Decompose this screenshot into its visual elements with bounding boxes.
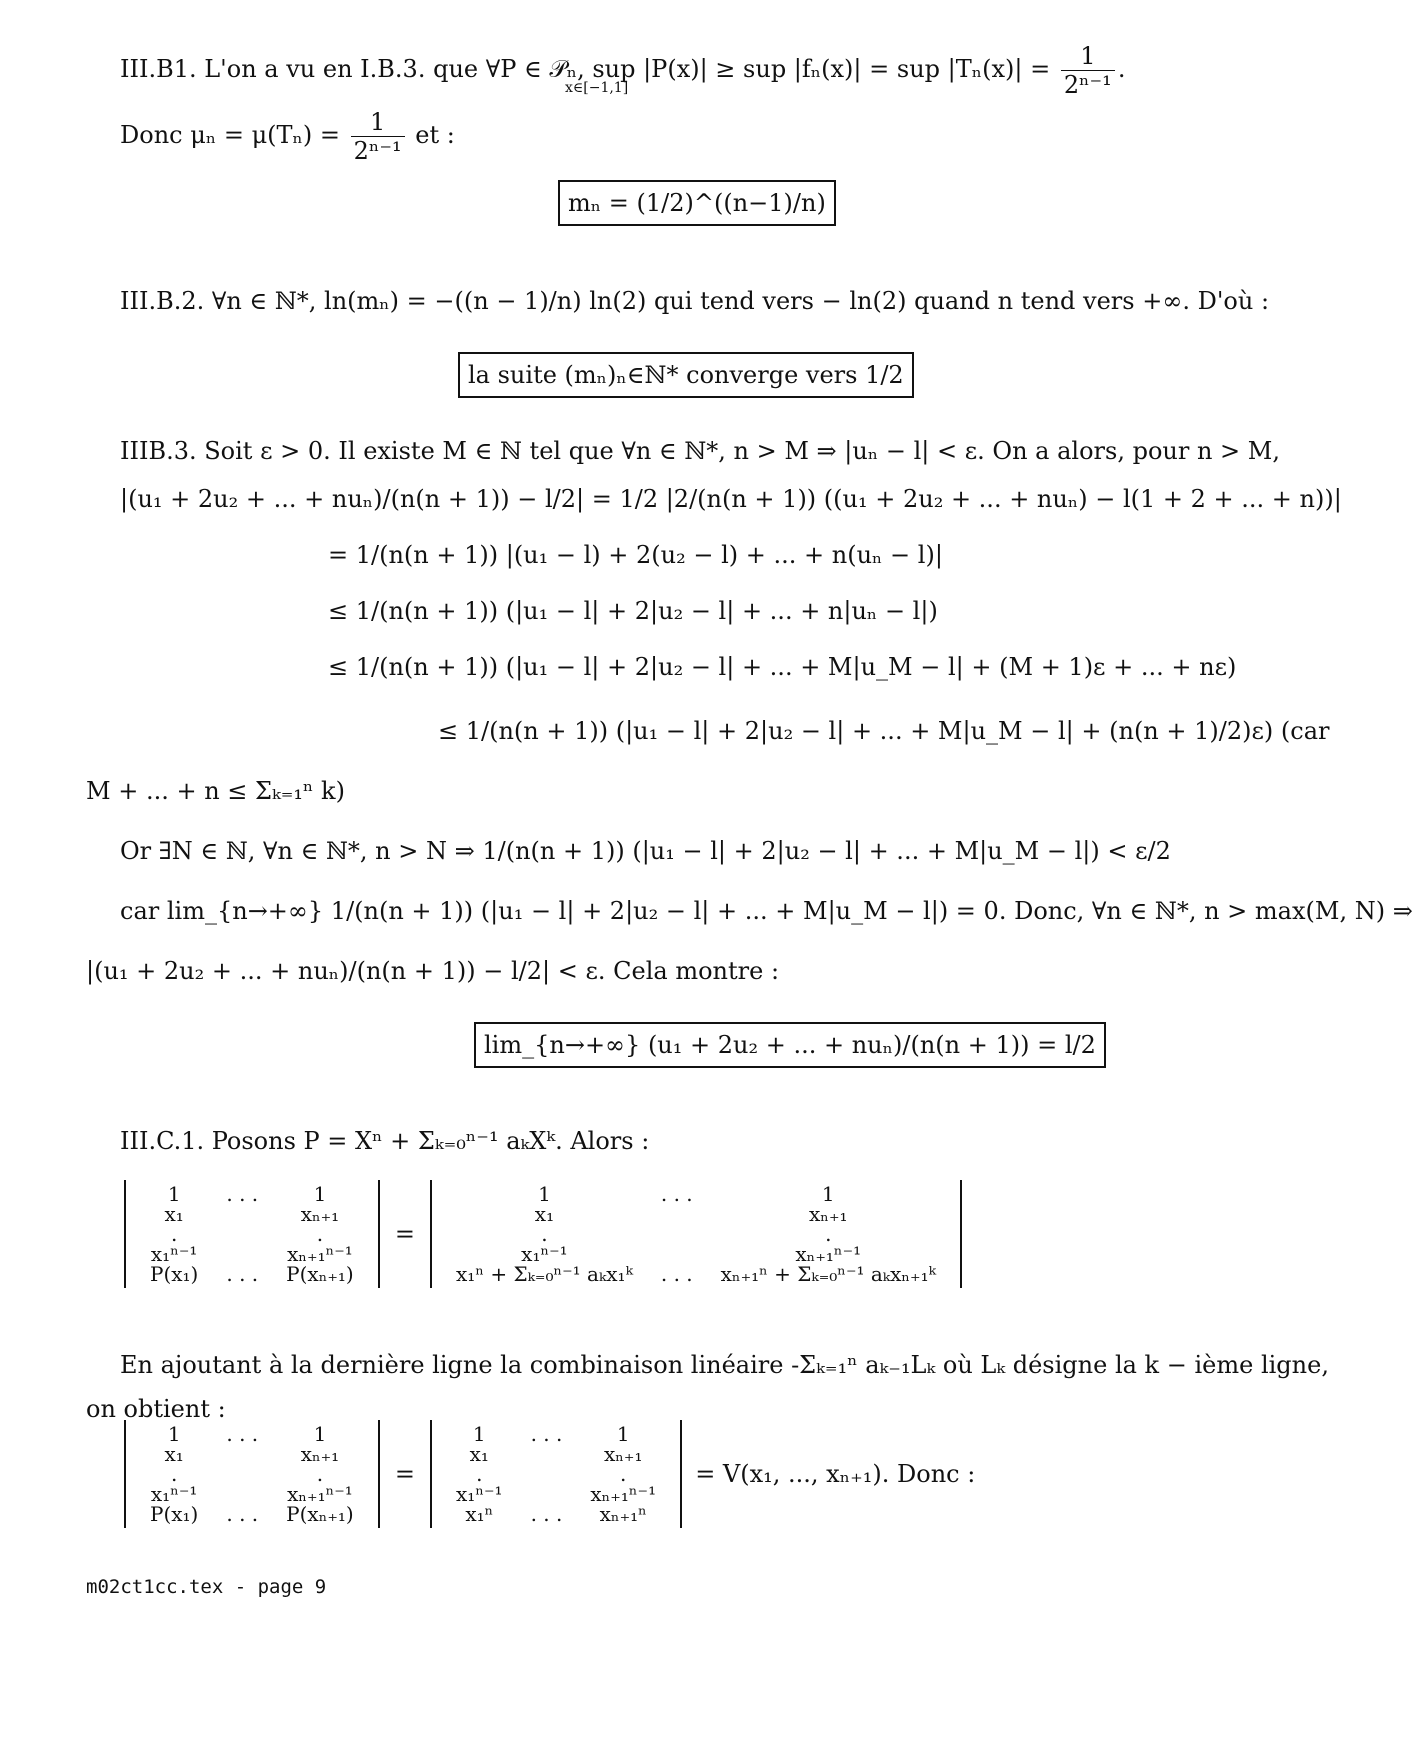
- det-right-2-cell: x₁ⁿ: [465, 1502, 494, 1526]
- det-right-1-cell: 1: [538, 1182, 551, 1206]
- det-right-2-row: [442, 1464, 670, 1484]
- b1-result-box: mₙ = (1/2)^((n−1)/n): [558, 180, 836, 226]
- det-left-1-cell: xₙ₊₁: [300, 1202, 340, 1226]
- det-left-1-cell: x₁: [164, 1202, 184, 1226]
- det-left-1-row: [136, 1204, 368, 1224]
- b3-eq2: = 1/(n(n + 1)) |(u₁ − l) + 2(u₂ − l) + ... + n(uₙ − l)|: [328, 541, 943, 569]
- det-right-1-cell: .: [541, 1222, 548, 1246]
- det-right-2-cell: xₙ₊₁ⁿ⁻¹: [590, 1482, 657, 1506]
- det-right-1-cell: xₙ₊₁ⁿ + Σₖ₌₀ⁿ⁻¹ aₖxₙ₊₁ᵏ: [720, 1262, 936, 1286]
- b3-eq4: ≤ 1/(n(n + 1)) (|u₁ − l| + 2|u₂ − l| + ... + M|u_M − l| + (M + 1)ε + ... + nε): [328, 653, 1237, 681]
- det-left-2-cell: [212, 1484, 272, 1504]
- det-right-2-cell: [517, 1444, 577, 1464]
- det-right-2-cell: 1: [472, 1422, 486, 1446]
- det-right-2-cell: x₁: [469, 1442, 489, 1466]
- b3-eq3: ≤ 1/(n(n + 1)) (|u₁ − l| + 2|u₂ − l| + ... + n|uₙ − l|): [328, 597, 938, 625]
- det-left-2-cell: [212, 1444, 272, 1464]
- det-left-1-cell: . . .: [226, 1262, 259, 1286]
- det-left-2-cell: xₙ₊₁: [300, 1442, 340, 1466]
- det-left-2-cell: 1: [313, 1422, 327, 1446]
- det-right-2-cell: 1: [616, 1422, 630, 1446]
- sup-subscript: x∈[−1,1]: [565, 80, 629, 96]
- b3-final-line: |(u₁ + 2u₂ + ... + nuₙ)/(n(n + 1)) − l/2| < ε. Cela montre :: [86, 957, 780, 985]
- b3-or-line: Or ∃N ∈ ℕ, ∀n ∈ ℕ*, n > N ⇒ 1/(n(n + 1)) (|u₁ − l| + 2|u₂ − l| + ... + M|u_M − l|) < ε/2: [120, 837, 1171, 865]
- det-right-2-cell: . . .: [530, 1422, 563, 1446]
- det-right-1-cell: x₁: [534, 1202, 555, 1226]
- b1-line1: III.B1. L'on a vu en I.B.3. que ∀P ∈ 𝒫ₙ, sup |P(x)| ≥ sup |fₙ(x)| = sup |Tₙ(x)| = $\frac{1}{\text{2ⁿ⁻¹}}$ .: [120, 42, 1126, 99]
- det-left-2-row: [136, 1444, 368, 1464]
- det-left-1-row: [136, 1224, 368, 1244]
- det-right-2-cell: . . .: [530, 1502, 563, 1526]
- det-left-1-cell: .: [316, 1222, 324, 1246]
- det-right-2-row: [442, 1424, 670, 1444]
- c1-combo-cont: on obtient :: [86, 1395, 226, 1423]
- det-right-2-cell: [517, 1484, 577, 1504]
- det-right-1-cell: [647, 1204, 707, 1224]
- det-left-1-cell: . . .: [226, 1182, 259, 1206]
- det-left-2-cell: . . .: [226, 1502, 259, 1526]
- c1-intro: III.C.1. Posons P = Xⁿ + Σₖ₌₀ⁿ⁻¹ aₖXᵏ. Alors :: [120, 1127, 650, 1155]
- det-left-2-cell: x₁: [164, 1442, 184, 1466]
- det-left-2-cell: . . .: [226, 1422, 259, 1446]
- det-right-2-cell: xₙ₊₁ⁿ: [599, 1502, 647, 1526]
- det-right-1-cell: xₙ₊₁ⁿ⁻¹: [795, 1242, 862, 1266]
- det-right-2: [430, 1420, 682, 1528]
- det-right-1-cell: [647, 1224, 707, 1244]
- det-left-2-row: [136, 1504, 368, 1524]
- det-left-1-cell: 1: [313, 1182, 327, 1206]
- b2-line: III.B.2. ∀n ∈ ℕ*, ln(mₙ) = −((n − 1)/n) ln(2) qui tend vers − ln(2) quand n tend vers +∞. D'où :: [120, 287, 1270, 315]
- b1-fraction: $\frac{1}{\text{2ⁿ⁻¹}}$: [1061, 42, 1115, 99]
- det-right-1-row: [442, 1264, 950, 1284]
- b1-line2: Donc μₙ = μ(Tₙ) = $\frac{1}{\text{2ⁿ⁻¹}}$ et :: [120, 108, 455, 165]
- det-right-2-row: [442, 1504, 670, 1524]
- det-right-2-cell: [517, 1464, 577, 1484]
- det-left-2-cell: xₙ₊₁ⁿ⁻¹: [287, 1482, 353, 1506]
- c1-det-equation-1: 1 . . . 1 x₁ xₙ₊₁ . . x₁ⁿ⁻¹ xₙ₊₁ⁿ⁻¹ P(x₁) . . . P(xₙ₊₁) = 1 . . . 1 x₁ xₙ₊₁ . . x₁ⁿ⁻¹ xₙ₊₁ⁿ⁻¹ x₁ⁿ + Σₖ₌₀ⁿ⁻¹ aₖx₁ᵏ . . . xₙ₊₁ⁿ + Σₖ₌₀ⁿ⁻¹ aₖxₙ₊₁ᵏ: [124, 1180, 962, 1288]
- det-right-1: [430, 1180, 962, 1288]
- det-left-2-cell: 1: [167, 1422, 181, 1446]
- b3-eq5-cont: M + ... + n ≤ Σₖ₌₁ⁿ k): [86, 777, 345, 805]
- det-left-2-cell: P(xₙ₊₁): [286, 1502, 354, 1526]
- det-left-2-row: [136, 1484, 368, 1504]
- det-right-2-cell: .: [620, 1462, 627, 1486]
- det-right-1-cell: x₁ⁿ + Σₖ₌₀ⁿ⁻¹ aₖx₁ᵏ: [456, 1262, 633, 1286]
- det-left-2-cell: P(x₁): [150, 1502, 199, 1526]
- b2-result-box: la suite (mₙ)ₙ∈ℕ* converge vers 1/2: [458, 352, 914, 398]
- det-left-2-row: [136, 1424, 368, 1444]
- det-right-1-cell: [647, 1244, 707, 1264]
- det-left-1-cell: [212, 1244, 272, 1264]
- det-right-1-cell: 1: [821, 1182, 835, 1206]
- det-right-1-cell: x₁ⁿ⁻¹: [521, 1242, 568, 1266]
- b3-car-line: car lim_{n→+∞} 1/(n(n + 1)) (|u₁ − l| + 2|u₂ − l| + ... + M|u_M − l|) = 0. Donc, ∀n ∈ ℕ*, n > max(M, N) ⇒: [120, 897, 1413, 925]
- det-left-2-cell: x₁ⁿ⁻¹: [150, 1482, 198, 1506]
- det-left-1-cell: [212, 1224, 272, 1244]
- det-right-1-row: [442, 1184, 950, 1204]
- det-right-1-cell: xₙ₊₁: [809, 1202, 848, 1226]
- det-left-1-cell: P(x₁): [150, 1262, 199, 1286]
- det-left-2-cell: .: [316, 1462, 324, 1486]
- det-left-2-cell: .: [171, 1462, 178, 1486]
- det-right-2-row: [442, 1484, 670, 1504]
- det-left-1-cell: x₁ⁿ⁻¹: [150, 1242, 198, 1266]
- det-left-1-row: [136, 1184, 368, 1204]
- det-left-1-cell: [212, 1204, 272, 1224]
- det-left-1-row: [136, 1264, 368, 1284]
- det-left-2: [124, 1420, 380, 1528]
- det-right-1-cell: . . .: [660, 1262, 693, 1286]
- det-left-1-cell: P(xₙ₊₁): [286, 1262, 354, 1286]
- det-right-2-cell: x₁ⁿ⁻¹: [456, 1482, 503, 1506]
- b3-eq1: |(u₁ + 2u₂ + ... + nuₙ)/(n(n + 1)) − l/2| = 1/2 |2/(n(n + 1)) ((u₁ + 2u₂ + ... + nuₙ) − l(1 + 2 + ... + n))|: [120, 485, 1342, 513]
- det-right-1-row: [442, 1244, 950, 1264]
- b3-eq5: ≤ 1/(n(n + 1)) (|u₁ − l| + 2|u₂ − l| + ... + M|u_M − l| + (n(n + 1)/2)ε) (car: [438, 717, 1330, 745]
- det-right-1-row: [442, 1224, 950, 1244]
- b3-result-box: lim_{n→+∞} (u₁ + 2u₂ + ... + nuₙ)/(n(n + 1)) = l/2: [474, 1022, 1106, 1068]
- c1-det-equation-2: 1 . . . 1 x₁ xₙ₊₁ . . x₁ⁿ⁻¹ xₙ₊₁ⁿ⁻¹ P(x₁) . . . P(xₙ₊₁) = 1 . . . 1 x₁ xₙ₊₁ . . x₁ⁿ⁻¹ xₙ₊₁ⁿ⁻¹ x₁ⁿ . . . xₙ₊₁ⁿ = V(x₁, ..., xₙ₊₁). Donc :: [124, 1420, 975, 1528]
- det-right-1-row: [442, 1204, 950, 1224]
- det-right-1-cell: . . .: [660, 1182, 693, 1206]
- det-left-1-cell: 1: [167, 1182, 181, 1206]
- det-right-1-cell: .: [825, 1222, 832, 1246]
- det-left-1: [124, 1180, 380, 1288]
- det-left-1-cell: .: [171, 1222, 178, 1246]
- det-left-2-cell: [212, 1464, 272, 1484]
- det-left-1-cell: xₙ₊₁ⁿ⁻¹: [287, 1242, 353, 1266]
- b3-intro: IIIB.3. Soit ε > 0. Il existe M ∈ ℕ tel que ∀n ∈ ℕ*, n > M ⇒ |uₙ − l| < ε. On a alors, pour n > M,: [120, 437, 1280, 465]
- det-right-2-cell: xₙ₊₁: [603, 1442, 643, 1466]
- vandermonde-text: = V(x₁, ..., xₙ₊₁). Donc :: [695, 1460, 976, 1488]
- det-left-2-row: [136, 1464, 368, 1484]
- det-right-2-cell: .: [476, 1462, 483, 1486]
- page-footer: m02ct1cc.tex - page 9: [86, 1576, 327, 1598]
- c1-combo-line: En ajoutant à la dernière ligne la combinaison linéaire -Σₖ₌₁ⁿ aₖ₋₁Lₖ où Lₖ désigne la k − ième ligne,: [120, 1351, 1329, 1379]
- det-left-1-row: [136, 1244, 368, 1264]
- det-right-2-row: [442, 1444, 670, 1464]
